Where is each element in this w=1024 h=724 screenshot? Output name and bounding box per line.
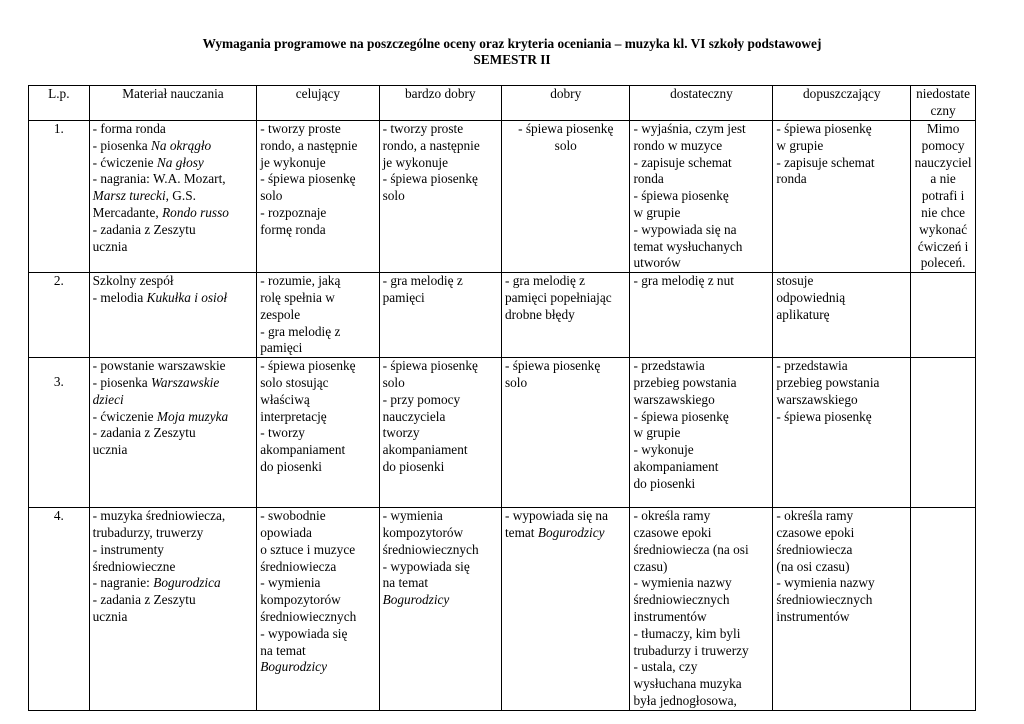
cell-line: - wymienia nazwy [776,575,875,591]
cell-line: instrumentów [633,608,707,624]
table-row [29,121,976,273]
cell-line: solo [382,188,405,204]
cell-line [260,508,375,525]
table-header-row [29,86,976,121]
line-text: - wypowiada się na [504,508,608,524]
cell-line: czasowe epoki [776,524,855,540]
cell-line: - przedstawia [776,358,848,374]
cell-line: pamięci [260,340,303,356]
line-text: kompozytorów [260,592,341,608]
cell-line: - gra melodię z nut [633,273,734,289]
line-text: średniowiecznych [260,608,357,624]
line-text: kompozytorów [382,524,464,540]
line-text: na temat [260,642,306,658]
cell-material [89,273,257,358]
cell-bardzo-dobry [379,508,501,711]
cell-lp: 2. [29,273,90,358]
cell-celujacy [257,508,379,711]
cell-line [93,559,254,576]
line-text: ucznia [92,442,128,458]
cell-line [93,205,254,222]
cell-line: - śpiewa piosenkę [633,188,729,204]
cell-lp: 4. [29,508,90,711]
header-dostateczny: dostateczny [630,86,773,121]
cell-line: je wykonuje [382,154,448,170]
cell-bardzo-dobry [379,121,501,273]
cell-line: warszawskiego [633,391,715,407]
cell-line: warszawskiego [776,391,858,407]
line-text: średniowiecza [260,558,337,574]
cell-celujacy [257,121,379,273]
header-celujacy: celujący [257,86,379,121]
cell-line [93,358,254,375]
cell-line [93,121,254,138]
cell-line [93,273,254,290]
cell-line [93,525,254,542]
cell-line [383,542,498,559]
cell-line [93,425,254,442]
line-text: ucznia [92,238,128,254]
italic-title-text: dzieci [92,391,124,407]
line-text: - instrumenty [92,541,164,557]
cell-celujacy [257,273,379,358]
cell-line: - tworzy proste [382,121,464,136]
italic-title-text: Moja muzyka [156,408,229,424]
cell-line: - rozpoznaje [260,204,327,220]
line-text: Mercadante, [92,204,163,220]
cell-line: rondo, a następnie [382,137,480,153]
cell-line [93,609,254,626]
italic-title-text: Na okrągło [151,137,212,153]
italic-title-text: Rondo russo [162,204,229,220]
line-text: średniowiecznych [382,541,479,557]
cell-line [93,575,254,592]
document-title [0,36,1024,68]
cell-line: poleceń. [920,255,966,271]
cell-line: temat wysłuchanych [633,238,743,254]
cell-line: przebieg powstania [776,374,880,390]
cell-line: aplikaturę [776,306,830,322]
cell-dobry [501,508,630,711]
cell-line: odpowiednią [776,289,846,305]
line-text: - piosenka [92,137,151,153]
cell-line: akompaniament [260,442,346,458]
line-text: - swobodnie [260,508,326,524]
line-text: na temat [382,575,429,591]
cell-line: - wymienia nazwy [633,575,732,591]
table-row [29,358,976,508]
cell-line: solo stosując [260,374,329,390]
cell-line [260,626,375,643]
cell-line: potrafi i [921,188,965,204]
italic-title-text: Kukułka i osioł [146,289,228,305]
cell-line: pamięci popełniając [504,289,612,305]
line-text: - wypowiada się [382,558,470,574]
cell-line [93,375,254,392]
line-text: - forma ronda [92,121,166,136]
cell-line [93,290,254,307]
cell-line [383,559,498,576]
line-text: , G.S. [165,188,196,204]
cell-line: - zapisuje schemat [633,154,732,170]
header-bardzo-dobry: bardzo dobry [379,86,501,121]
cell-line: - tworzy proste [260,121,341,136]
line-text: - ćwiczenie [92,408,157,424]
cell-line [93,138,254,155]
cell-material [89,508,257,711]
cell-line: solo [382,374,405,390]
cell-dobry [501,358,630,508]
cell-line: - gra melodię z [382,273,463,289]
line-text: - ćwiczenie [92,154,157,170]
cell-line: pomocy [921,137,965,153]
cell-line: Mimo [926,121,960,136]
cell-line [93,542,254,559]
line-text: - zadania z Zeszytu [92,221,196,237]
header-niedostateczny: niedostate czny [911,86,976,121]
cell-line [93,188,254,205]
cell-line: do piosenki [260,458,322,474]
cell-line: - śpiewa piosenkę [382,171,478,187]
cell-line [505,525,627,542]
cell-line [260,575,375,592]
cell-line: - gra melodię z [504,273,586,289]
cell-line: była jednogłosowa, [633,692,737,708]
cell-line: - śpiewa piosenkę [382,358,478,374]
cell-line: drobne błędy [504,306,575,322]
cell-line: - wykonuje [633,442,694,458]
cell-line: - śpiewa piosenkę [260,171,356,187]
table-row [29,273,976,358]
cell-line: rolę spełnia w [260,289,335,305]
cell-line: czasowe epoki [633,524,712,540]
cell-line: do piosenki [382,458,445,474]
line-text: - wymienia [382,508,443,524]
italic-title-text: Na głosy [156,154,204,170]
line-text: - wymienia [260,575,321,591]
cell-line [93,155,254,172]
cell-lp: 1. [29,121,90,273]
cell-line: ronda [633,171,664,187]
cell-line [93,392,254,409]
cell-dopuszczajacy [773,508,911,711]
cell-line [260,559,375,576]
cell-line: - wyjaśnia, czym jest [633,121,746,136]
cell-dostateczny [630,508,773,711]
cell-line: - gra melodię z [260,323,341,339]
cell-niedostateczny [911,273,976,358]
cell-line: przebieg powstania [633,374,737,390]
cell-line: - przedstawia [633,358,705,374]
cell-line [260,609,375,626]
cell-line: tworzy [382,425,420,441]
line-text: - melodia [92,289,147,305]
cell-line: pamięci [382,289,425,305]
line-text: - nagranie: [92,575,154,591]
cell-line [93,592,254,609]
cell-line: - tworzy [260,425,305,441]
cell-dostateczny [630,273,773,358]
line-text: - muzyka średniowiecza, [92,508,226,524]
cell-material [89,121,257,273]
line-text: opowiada [260,524,312,540]
cell-material [89,358,257,508]
cell-line: nauczyciel [914,154,972,170]
cell-line: - wypowiada się na [633,221,737,237]
cell-bardzo-dobry [379,358,501,508]
cell-lp-text: 3. [53,374,64,390]
cell-line [93,171,254,188]
cell-line: średniowiecznych [776,592,873,608]
header-dopuszczajacy: dopuszczający [773,86,911,121]
cell-line [260,659,375,676]
cell-line [93,239,254,256]
cell-line [505,508,627,525]
title-line-1: Wymagania programowe na poszczególne oceny oraz kryteria oceniania – muzyka kl. VI szkoły podstawowej [202,36,822,51]
cell-line [260,592,375,609]
cell-bardzo-dobry [379,273,501,358]
cell-line [93,442,254,459]
cell-line: utworów [633,255,681,271]
cell-line: średniowiecznych [633,592,730,608]
cell-line [93,222,254,239]
header-dobry: dobry [501,86,630,121]
cell-dobry [501,121,630,273]
cell-line [383,592,498,609]
cell-line: - śpiewa piosenkę [633,408,729,424]
italic-title-text: Warszawskie [151,374,220,390]
cell-line: - śpiewa piosenkę [260,358,356,374]
cell-line: - przy pomocy [382,391,461,407]
cell-line: wykonać [919,221,968,237]
italic-title-text: Bogurodzica [153,575,221,591]
cell-dostateczny [630,358,773,508]
cell-line: - zapisuje schemat [776,154,875,170]
cell-line: - śpiewa piosenkę [776,408,872,424]
line-text: ucznia [92,608,128,624]
cell-line: rondo w muzyce [633,137,723,153]
cell-line: zespole [260,306,301,322]
cell-line: nauczyciela [382,408,446,424]
cell-line: a nie [930,171,956,187]
cell-line [260,525,375,542]
line-text: - piosenka [92,374,151,390]
cell-line: formę ronda [260,221,326,237]
table-row [29,508,976,711]
italic-title-text: Marsz turecki [92,188,166,204]
cell-dostateczny [630,121,773,273]
cell-line: w grupie [633,204,681,220]
cell-line: wysłuchana muzyka [633,676,742,692]
cell-line [93,508,254,525]
cell-niedostateczny [911,508,976,711]
line-text: - nagrania: W.A. Mozart, [92,171,226,187]
line-text: - powstanie warszawskie [92,358,226,374]
cell-niedostateczny [911,358,976,508]
cell-niedostateczny [911,121,976,273]
cell-line: solo [260,188,283,204]
cell-lp [29,358,90,508]
cell-dopuszczajacy [773,121,911,273]
italic-title-text: Bogurodzicy [537,524,605,540]
cell-line: solo [504,374,528,390]
cell-dopuszczajacy [773,358,911,508]
cell-line [383,575,498,592]
cell-line: akompaniament [633,458,719,474]
cell-line: nie chce [921,204,966,220]
cell-line: (na osi czasu) [776,558,850,574]
cell-line: średniowiecza [776,541,853,557]
cell-line: trubadurzy i truwerzy [633,642,749,658]
line-text: - zadania z Zeszytu [92,592,196,608]
cell-celujacy [257,358,379,508]
cell-line: właściwą [260,391,310,407]
cell-line: - rozumie, jaką [260,273,341,289]
italic-title-text: Bogurodzicy [260,659,327,675]
cell-line: - śpiewa piosenkę [518,121,614,136]
cell-line: - ustala, czy [633,659,698,675]
cell-line: w grupie [633,425,681,441]
line-text: o sztuce i muzyce [260,541,356,557]
header-lp: L.p. [29,86,90,121]
cell-line: ronda [776,171,807,187]
cell-line: w grupie [776,137,824,153]
italic-title-text: Bogurodzicy [382,592,450,608]
cell-line: solo [554,137,577,153]
cell-line: średniowiecza (na osi [633,541,749,557]
cell-line: - określa ramy [633,508,711,524]
cell-line: instrumentów [776,608,850,624]
cell-line: rondo, a następnie [260,137,358,153]
title-line-2: SEMESTR II [473,52,551,67]
requirements-table [28,85,976,711]
cell-line [383,525,498,542]
cell-dobry [501,273,630,358]
cell-line: czasu) [633,558,668,574]
cell-line: - śpiewa piosenkę [504,358,601,374]
line-text: - wypowiada się [260,625,348,641]
cell-line: akompaniament [382,442,468,458]
cell-line: - śpiewa piosenkę [776,121,872,136]
cell-line: ćwiczeń i [917,238,969,254]
cell-line [260,643,375,660]
cell-line [383,508,498,525]
cell-line: stosuje [776,273,814,289]
header-material: Materiał nauczania [89,86,257,121]
cell-dopuszczajacy [773,273,911,358]
cell-line: je wykonuje [260,154,326,170]
cell-line: - określa ramy [776,508,854,524]
line-text: trubadurzy, truwerzy [92,524,204,540]
line-text: Szkolny zespół [92,273,174,289]
cell-line [93,409,254,426]
cell-line [260,542,375,559]
cell-line: - tłumaczy, kim byli [633,625,741,641]
cell-line: do piosenki [633,475,696,491]
line-text: - zadania z Zeszytu [92,425,196,441]
line-text: średniowieczne [92,558,176,574]
line-text: temat [504,524,538,540]
cell-line: interpretację [260,408,327,424]
